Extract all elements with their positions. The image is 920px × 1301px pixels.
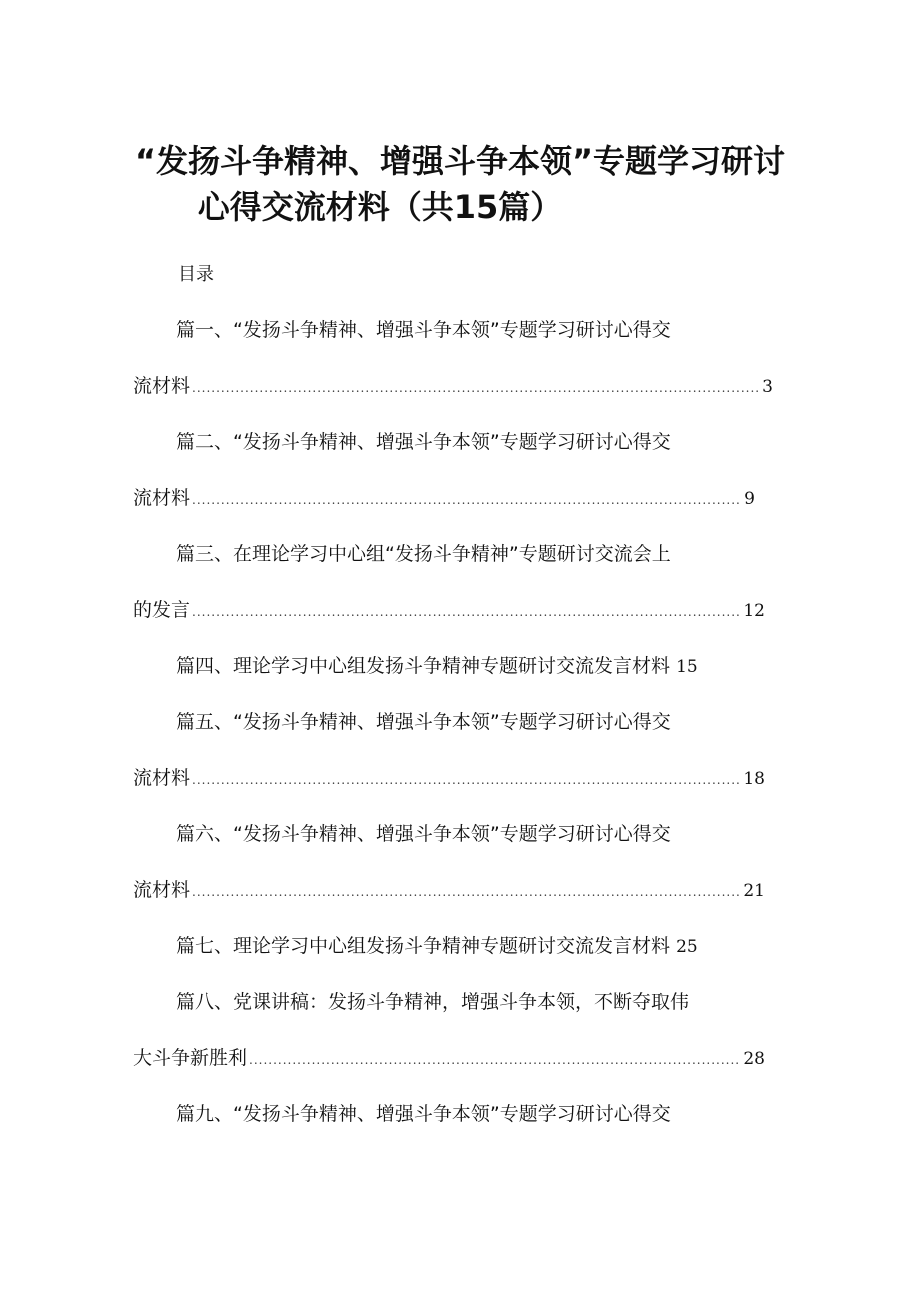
toc-entry-6-title[interactable]: 篇六、“发扬斗争精神、增强斗争本领”专题学习研讨心得交 — [176, 823, 671, 845]
toc-entry-7[interactable] — [176, 932, 698, 961]
toc-entry-3-line2[interactable] — [133, 596, 765, 626]
title-line-1: “发扬斗争精神、增强斗争本领”专题学习研讨 — [134, 142, 786, 180]
toc-entry-1-title[interactable]: 篇一、“发扬斗争精神、增强斗争本领”专题学习研讨心得交 — [176, 319, 671, 341]
toc-entry-9-title[interactable]: 篇九、“发扬斗争精神、增强斗争本领”专题学习研讨心得交 — [176, 1103, 671, 1125]
toc-entry-1-line2[interactable] — [133, 372, 773, 402]
toc-entry-6-cont: 流材料 — [133, 879, 191, 901]
toc-entry-4[interactable] — [176, 652, 698, 681]
toc-entry-3-page: 12 — [743, 601, 765, 621]
toc-entry-4-page: 15 — [676, 657, 698, 677]
dot-leader — [192, 486, 742, 514]
toc-entry-8-line2[interactable] — [133, 1044, 765, 1074]
toc-entry-6-page: 21 — [743, 881, 765, 901]
toc-entry-5-page: 18 — [743, 769, 765, 789]
toc-entry-2-title[interactable]: 篇二、“发扬斗争精神、增强斗争本领”专题学习研讨心得交 — [176, 431, 671, 453]
toc-entry-5-title[interactable]: 篇五、“发扬斗争精神、增强斗争本领”专题学习研讨心得交 — [176, 711, 671, 733]
toc-heading: 目录 — [178, 264, 214, 285]
toc-entry-8-cont: 大斗争新胜利 — [133, 1047, 248, 1069]
toc-entry-2-page: 9 — [744, 489, 755, 509]
toc-entry-3-title[interactable]: 篇三、在理论学习中心组“发扬斗争精神”专题研讨交流会上 — [176, 543, 671, 565]
dot-leader — [192, 878, 741, 906]
toc-entry-6-line2[interactable] — [133, 876, 765, 906]
toc-entry-5-line2[interactable] — [133, 764, 765, 794]
toc-entry-1-page: 3 — [762, 377, 773, 397]
dot-leader — [192, 766, 741, 794]
dot-leader — [192, 598, 741, 626]
toc-entry-3-cont: 的发言 — [133, 599, 191, 621]
toc-entry-8-page: 28 — [743, 1049, 765, 1069]
toc-entry-7-page: 25 — [676, 937, 698, 957]
toc-entry-5-cont: 流材料 — [133, 767, 191, 789]
toc-entry-7-title: 篇七、理论学习中心组发扬斗争精神专题研讨交流发言材料 — [176, 935, 671, 957]
toc-entry-8-title[interactable]: 篇八、党课讲稿：发扬斗争精神，增强斗争本领，不断夺取伟 — [176, 991, 690, 1013]
toc-entry-2-cont: 流材料 — [133, 487, 191, 509]
dot-leader — [192, 374, 760, 402]
title-line-2: 心得交流材料（共15篇） — [197, 188, 563, 226]
dot-leader — [249, 1046, 741, 1074]
toc-entry-1-cont: 流材料 — [133, 375, 191, 397]
toc-entry-4-title: 篇四、理论学习中心组发扬斗争精神专题研讨交流发言材料 — [176, 655, 671, 677]
toc-entry-2-line2[interactable] — [133, 484, 755, 514]
